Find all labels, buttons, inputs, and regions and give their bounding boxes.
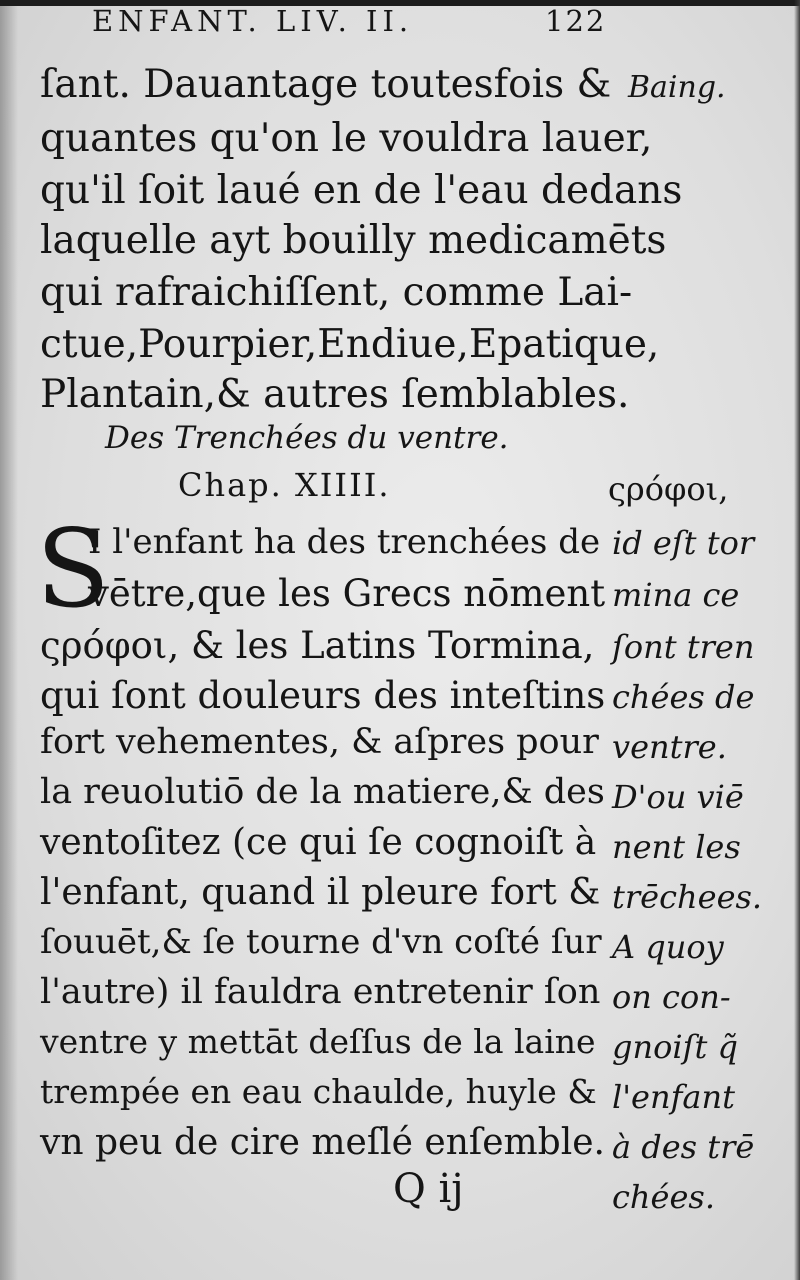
margin-note: mina ce [612, 576, 740, 614]
margin-note: ventre. [612, 728, 727, 766]
text-line: qui rafraichiſſent, comme Lai- [40, 270, 633, 315]
text-line: ςρόφοι, & les Latins Tormina, [40, 624, 595, 667]
text-line: ſant. Dauantage toutesfois & [40, 62, 612, 107]
running-title: ENFANT. LIV. II. [92, 4, 414, 38]
margin-note: A quoy [612, 928, 724, 966]
text-line: ventoſitez (ce qui ſe cognoiſt à [40, 822, 597, 863]
signature-mark: Q ij [393, 1166, 464, 1212]
text-line: l'autre) il fauldra entretenir ſon [40, 972, 601, 1012]
margin-note: gnoiſt q̃ [612, 1028, 738, 1066]
text-line: qu'il ſoit laué en de l'eau dedans [40, 168, 683, 213]
page-edge-shadow [794, 0, 800, 1280]
margin-note: l'enfant [612, 1078, 735, 1116]
margin-note: ſont tren [612, 628, 755, 666]
margin-note: id eſt tor [612, 524, 755, 562]
margin-note: on con- [612, 978, 731, 1016]
section-heading: Des Trenchées du ventre. [105, 420, 509, 456]
margin-note: chées. [612, 1178, 715, 1216]
margin-note: nent les [612, 828, 741, 866]
text-line: fort vehementes, & aſpres pour [40, 722, 599, 762]
chapter-number: Chap. XIIII. [178, 466, 391, 504]
text-line: l'enfant, quand il pleure fort & [40, 872, 601, 913]
text-line: vn peu de cire meſlé enſemble. [40, 1122, 605, 1163]
text-line: laquelle ayt bouilly medicamēts [40, 218, 667, 263]
margin-note: à des trē [612, 1128, 755, 1166]
text-line: trempée en eau chaulde, huyle & [40, 1072, 597, 1111]
margin-note: chées de [612, 678, 755, 716]
margin-note: trēchees. [612, 878, 763, 916]
text-line: Plantain,& autres ſemblables. [40, 372, 630, 417]
drop-cap: S [36, 507, 110, 632]
text-line: quantes qu'on le vouldra lauer, [40, 116, 653, 161]
gutter-shadow [0, 0, 18, 1280]
margin-note: D'ou viē [612, 778, 744, 816]
text-line: ctue,Pourpier,Endiue,Epatique, [40, 322, 660, 367]
text-line: vētre,que les Grecs nōment [88, 572, 606, 615]
text-line: la reuolutiō de la matiere,& des [40, 772, 605, 812]
page-number: 122 [545, 4, 607, 38]
text-line: I l'enfant ha des trenchées de [88, 522, 601, 562]
text-line: ventre y mettāt deſſus de la laine [40, 1022, 596, 1061]
margin-note: Baing. [628, 70, 726, 105]
text-line: ſouuēt,& ſe tourne d'vn coſté ſur [40, 922, 602, 962]
text-line: qui ſont douleurs des inteſtins [40, 674, 606, 717]
margin-greek-word: ςρόφοι, [608, 470, 729, 508]
